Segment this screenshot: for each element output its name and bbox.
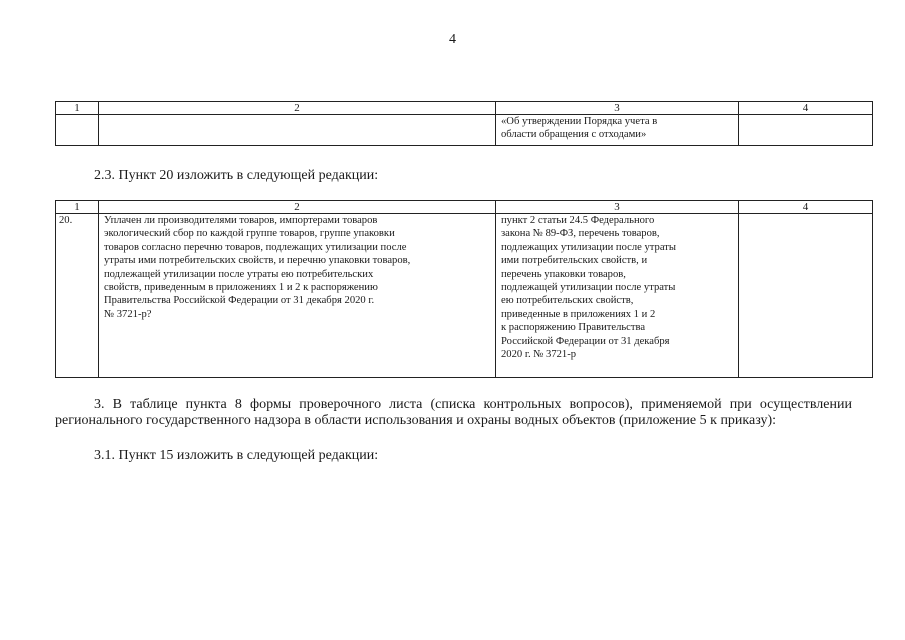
paragraph-3-1: 3.1. Пункт 15 изложить в следующей редакции: [94, 448, 379, 463]
table-row [56, 115, 873, 146]
table-continuation [55, 101, 873, 146]
paragraph-3-text: 3. В таблице пункта 8 формы проверочного листа (списка контрольных вопросов), применяемой при осуществлении регионального государственного надзора в области использования и охраны водных объектов (приложение 5 к приказу): [55, 397, 852, 428]
header-col-3: 3 [496, 201, 739, 214]
cell-question [99, 115, 496, 146]
table-header-row [56, 102, 873, 115]
header-col-3: 3 [496, 102, 739, 115]
page-number: 4 [449, 32, 456, 47]
header-col-4: 4 [739, 201, 873, 214]
header-col-4: 4 [739, 102, 873, 115]
header-col-1: 1 [56, 102, 99, 115]
header-col-1: 1 [56, 201, 99, 214]
cell-requirements: пункт 2 статьи 24.5 Федерального закона № 89-ФЗ, перечень товаров, подлежащих утилизации после утраты ими потребительских свойств, и перечень упаковки товаров, подлежащей утилизации после утраты ею потребительских свойств, приведенные в приложениях 1 и 2 к распоряжению Правительства Российской Федерации от 31 декабря 2020 г. № 3721-р [496, 214, 739, 378]
table-header-row [56, 201, 873, 214]
paragraph-2-3: 2.3. Пункт 20 изложить в следующей редакции: [94, 168, 379, 183]
cell-requirements: «Об утверждении Порядка учета в области обращения с отходами» [496, 115, 739, 146]
table-row [56, 214, 873, 378]
header-col-2: 2 [99, 201, 496, 214]
cell-question: Уплачен ли производителями товаров, импортерами товаров экологический сбор по каждой группе товаров, группе упаковки товаров согласно перечню товаров, подлежащих утилизации после утраты ими потребительских свойств, и перечню упаковки товаров, подлежащей утилизации после утраты ею потребительских свойств, приведенным в приложениях 1 и 2 к распоряжению Правительства Российской Федерации от 31 декабря 2020 г. № 3721-р? [99, 214, 496, 378]
header-col-2: 2 [99, 102, 496, 115]
cell-number: 20. [56, 214, 99, 378]
paragraph-3 [55, 397, 852, 429]
cell-number [56, 115, 99, 146]
table-item-20 [55, 200, 873, 378]
cell-answer [739, 214, 873, 378]
cell-answer [739, 115, 873, 146]
